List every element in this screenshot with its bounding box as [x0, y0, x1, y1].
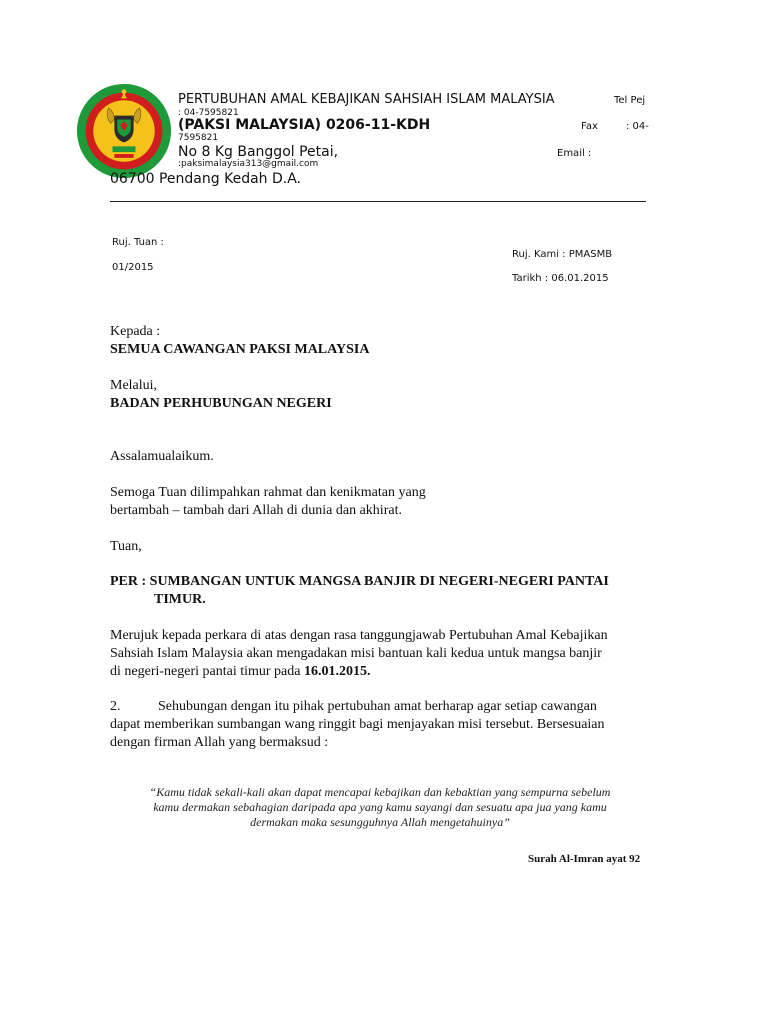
- paragraph-2-line-2: dapat memberikan sumbangan wang ringgit bagi menjayakan misi tersebut. Bersesuaian: [110, 717, 605, 732]
- quote-line-3: dermakan maka sesungguhnya Allah mengetahuinya”: [250, 815, 510, 829]
- organization-name: PERTUBUHAN AMAL KEBAJIKAN SAHSIAH ISLAM MALAYSIA: [178, 92, 555, 107]
- email-label: Email :: [557, 148, 592, 159]
- paragraph-2-line-1: [110, 698, 597, 716]
- subject-line-1: PER : SUMBANGAN UNTUK MANGSA BANJIR DI NEGERI-NEGERI PANTAI: [110, 574, 609, 589]
- wish-line-2: bertambah – tambah dari Allah di dunia dan akhirat.: [110, 503, 402, 518]
- kepada-label: Kepada :: [110, 324, 161, 339]
- tel-label: Tel Pej: [614, 95, 646, 106]
- tel-value: : 04-7595821: [178, 108, 239, 118]
- organization-registration: (PAKSI MALAYSIA) 0206-11-KDH: [178, 117, 431, 133]
- mission-date: 16.01.2015.: [303, 664, 371, 679]
- quote-line-2: kamu dermakan sebahagian daripada apa yang kamu sayangi dan sesuatu apa jua yang kamu: [153, 800, 607, 814]
- paragraph-1-text: di negeri-negeri pantai timur pada: [110, 664, 304, 679]
- ruj-kami: Ruj. Kami : PMASMB: [512, 249, 613, 260]
- quote-line-1: “Kamu tidak sekali-kali akan dapat mencapai kebajikan dan kebaktian yang sempurna sebelum: [149, 785, 611, 799]
- quran-quote: [110, 785, 650, 830]
- address-line-2: 06700 Pendang Kedah D.A.: [110, 171, 301, 187]
- ruj-tuan-value: 01/2015: [112, 262, 154, 273]
- greeting: Assalamualaikum.: [110, 449, 214, 464]
- paksi-emblem-icon: [76, 83, 172, 179]
- ruj-tuan-label: Ruj. Tuan :: [112, 237, 164, 248]
- paragraph-number: 2.: [110, 699, 121, 714]
- paragraph-1-line-2: Sahsiah Islam Malaysia akan mengadakan misi bantuan kali kedua untuk mangsa banjir: [110, 646, 602, 661]
- wish-line-1: Semoga Tuan dilimpahkan rahmat dan kenikmatan yang: [110, 485, 426, 500]
- fax-label: Fax: [581, 121, 598, 132]
- quote-source: Surah Al-Imran ayat 92: [528, 853, 641, 865]
- letter-date: Tarikh : 06.01.2015: [512, 273, 609, 284]
- address-line-1: No 8 Kg Banggol Petai,: [178, 144, 339, 160]
- salutation: Tuan,: [110, 539, 142, 554]
- paragraph-1-line-1: Merujuk kepada perkara di atas dengan rasa tanggungjawab Pertubuhan Amal Kebajikan: [110, 628, 608, 643]
- header-divider: [110, 201, 646, 202]
- melalui-label: Melalui,: [110, 378, 158, 393]
- paragraph-1-line-3: [110, 663, 370, 681]
- paragraph-2-text: Sehubungan dengan itu pihak pertubuhan amat berharap agar setiap cawangan: [158, 699, 597, 714]
- fax-value-part1: : 04-: [626, 121, 649, 132]
- via-recipient: BADAN PERHUBUNGAN NEGERI: [110, 396, 332, 411]
- email-value: :paksimalaysia313@gmail.com: [178, 159, 319, 169]
- paragraph-2-line-3: dengan firman Allah yang bermaksud :: [110, 735, 329, 750]
- fax-value-part2: 7595821: [178, 133, 219, 143]
- subject-line-2: TIMUR.: [154, 592, 206, 607]
- recipient: SEMUA CAWANGAN PAKSI MALAYSIA: [110, 342, 370, 357]
